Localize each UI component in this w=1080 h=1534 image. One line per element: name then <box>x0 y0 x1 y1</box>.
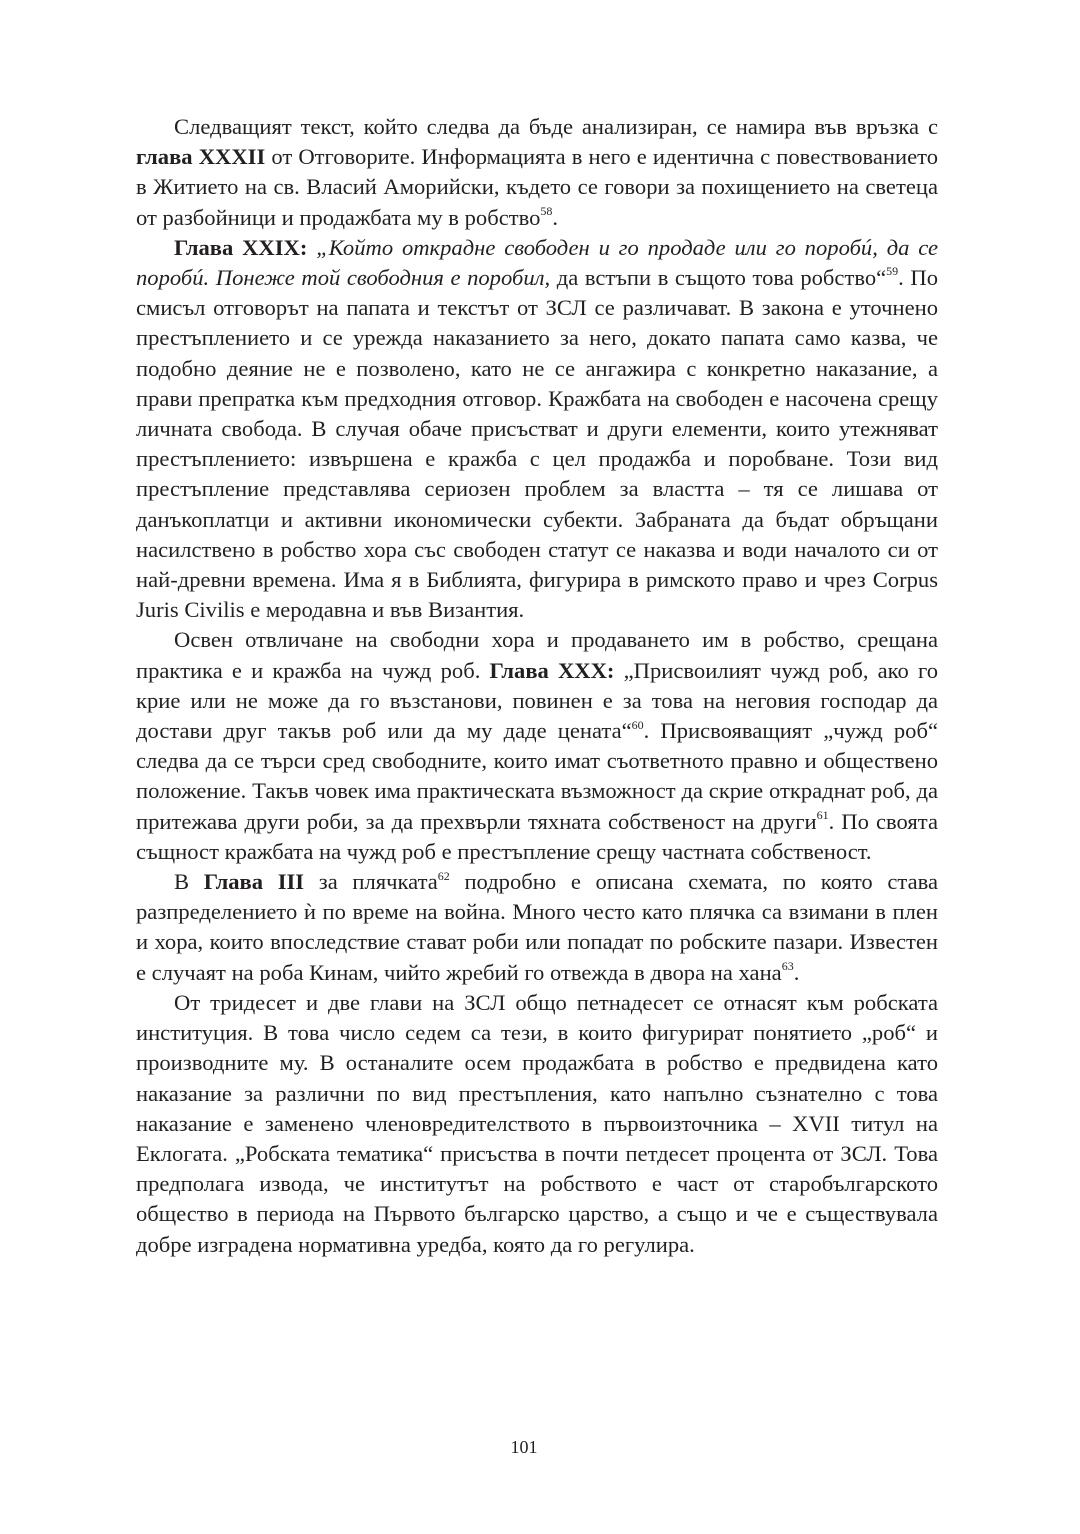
footnote-ref[interactable]: 63 <box>781 959 794 974</box>
paragraph-3 <box>136 625 938 867</box>
page-body <box>136 112 938 1260</box>
footnote-ref[interactable]: 58 <box>540 204 553 219</box>
text: В <box>174 869 204 895</box>
text: „Присвоилият чужд роб, ако го крие или не може да го възстанови, повинен е за това на неговия господар да достави друг такъв роб или да му даде цената“ <box>136 657 938 744</box>
text: Освен отвличане на свободни хора и продаването им в робство, срещана практика е и кражба на чужд роб. <box>136 627 938 683</box>
text: . По своята същност кражбата на чужд роб е престъпление срещу частната собственост. <box>136 808 938 864</box>
paragraph-5 <box>136 988 938 1260</box>
text: подробно е описана схемата, по която става разпределението ѝ по време на война. Много често като плячка са взимани в плен и хора, които впоследствие стават роби или попадат по робските пазари. Известен е случаят на роба Кинам, чийто жребий го отвежда в двора на хана <box>136 869 938 985</box>
text: да встъпи в същото това робство“ <box>550 265 887 291</box>
chapter-heading: Глава XXIX: <box>174 234 308 260</box>
text: за плячката <box>304 869 438 895</box>
text: . <box>793 959 800 985</box>
paragraph-1 <box>136 112 938 233</box>
footnote-ref[interactable]: 59 <box>886 264 899 279</box>
chapter-heading: Глава III <box>203 869 305 895</box>
footnote-ref[interactable]: 60 <box>631 717 644 732</box>
paragraph-4 <box>136 867 938 988</box>
text: от Отговорите. Информацията в него е идентична с повествованието в Житието на св. Власий Аморийски, където се говори за похищението на светеца от разбойници и продажбата му в робство <box>136 144 938 230</box>
paragraph-2 <box>136 233 938 626</box>
text: . <box>552 204 559 230</box>
text: . По смисъл отговорът на папата и текстът от ЗСЛ се различават. В закона е уточнено престъплението и се урежда наказанието за него, докато папата само казва, че подобно деяние не е позволено, като не се ангажира с конкретно наказание, а прави препратка към предходния отговор. Кражбата на свободен е насочена срещу личната свобода. В случая обаче присъстват и други елементи, които утежняват престъплението: извършена е кражба с цел продажба и поробване. Този вид престъпление представлява сериозен проблем за властта – тя се лишава от данъкоплатци и активни икономически субекти. Забраната да бъдат обръщани насилствено в робство хора със свободен статут се наказва и води началото си от най-древни времена. Има я в Библията, фигурира в римското право и чрез Corpus Juris Civilis е меродавна и във Византия. <box>136 265 939 623</box>
page-number: 101 <box>510 1437 538 1457</box>
quote-italic: „Който открадне свободен и го продаде или го поробú, да се поробú. Понеже той свободния е поробил, <box>136 234 938 291</box>
text: Следващият текст, който следва да бъде анализиран, се намира във връзка с <box>174 114 938 139</box>
footnote-ref[interactable]: 61 <box>816 808 829 823</box>
footnote-ref[interactable]: 62 <box>437 868 450 883</box>
text: От тридесет и две глави на ЗСЛ общо петнадесет се отнасят към робската институция. В това число седем са тези, в които фигурират понятието „роб“ и производните му. В останалите осем продажбата в робство е предвидена като наказание за различни по вид престъпления, като напълно съзнателно с това наказание е заменено членовредителството в първоизточника – XVII титул на Еклогата. „Робската тематика“ присъства в почти петдесет процента от ЗСЛ. Това предполага извода, че институтът на робството е част от старобългарското общество в периода на Първото българско царство, а също и че е съществувала добре изградена нормативна уредба, която да го регулира. <box>136 989 938 1257</box>
chapter-ref: глава XXXII <box>136 144 266 170</box>
chapter-heading: Глава XXX: <box>489 657 615 683</box>
text: . Присвояващият „чужд роб“ следва да се търси сред свободните, които имат съответното правно и обществено положение. Такъв човек има практическата възможност да скрие откраднат роб, да притежава други роби, за да прехвърли тяхната собственост на други <box>136 718 938 834</box>
